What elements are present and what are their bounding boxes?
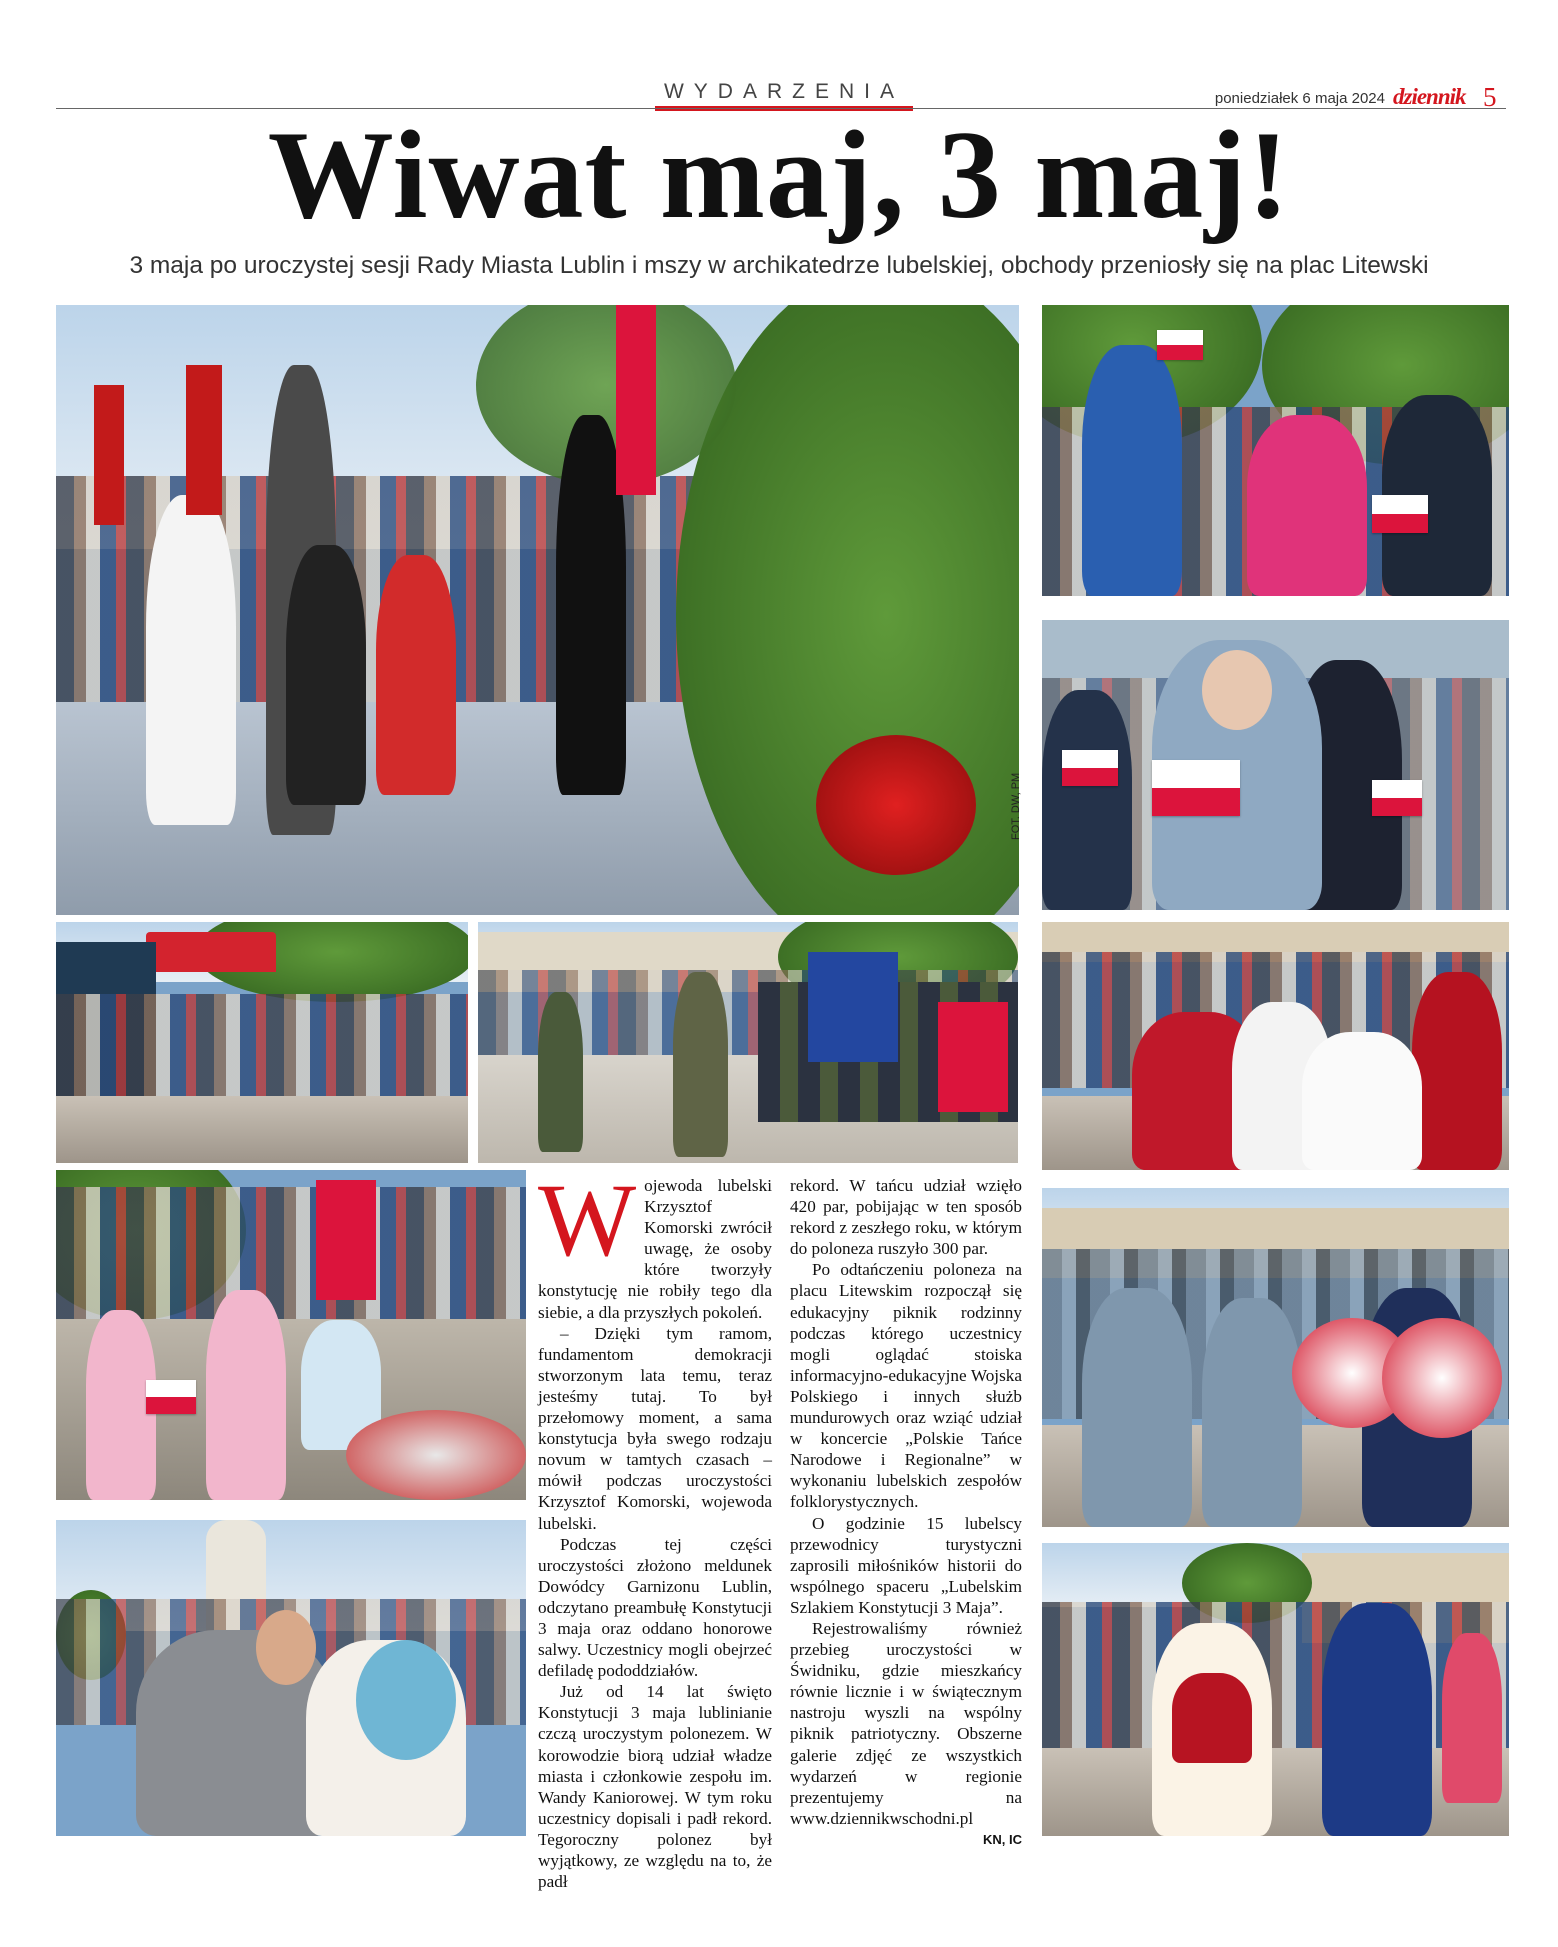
paragraph: ojewoda lubelski Krzysztof Komorski zwrócił uwagę, że osoby które tworzyły konstytucję nie robiły tego dla siebie, a dla przyszłych pokoleń. (538, 1176, 772, 1322)
paragraph: Rejestrowaliśmy również przebieg uroczystości w Świdniku, gdzie mieszkańcy równie licznie i w świątecznym nastroju wyszli na wspólny piknik patriotyczny. Obszerne galerie zdjęć ze wszystkich wydarzeń w regionie prezentujemy na www.dziennikwschodni.pl (790, 1618, 1022, 1828)
paragraph: Już od 14 lat święto Konstytucji 3 maja lublinianie czczą uroczystym polonezem. W korowodzie biorą udział władze miasta i członkowie zespołu im. Wandy Kaniorowej. W tym roku uczestnicy dopisali i padł rekord. Tegoroczny polonez był wyjątkowy, ze względu na to, że padł (538, 1682, 772, 1892)
photo-polonaise-dance (1042, 1543, 1509, 1836)
photo-main-flower-laying (56, 305, 1019, 915)
article-column-2 (790, 1175, 1022, 1847)
page-number: 5 (1483, 82, 1497, 112)
paragraph: O godzinie 15 lubelscy przewodnicy turystyczni zaprosili miłośników historii do wspólnego spaceru „Lubelskim Szlakiem Konstytucji 3 Maja”. (790, 1513, 1022, 1617)
photo-credit: FOT. DW, PM (1010, 772, 1022, 840)
photo-man-with-family (56, 1520, 526, 1836)
photo-folk-dancers (1042, 922, 1509, 1170)
photo-woman-with-flag (1042, 620, 1509, 910)
photo-veterans-march (1042, 1188, 1509, 1527)
article-column-1 (538, 1163, 772, 1892)
headline: Wiwat maj, 3 maj! (267, 106, 1291, 245)
issue-date: poniedziałek 6 maja 2024 (1214, 90, 1385, 107)
paragraph: – Dzięki tym ramom, fundamentom demokracji stworzonym lata temu, teraz jesteśmy tutaj. To był przełomowy moment, a sama konstytucja była swego rodzaju novum w tamtych czasach – mówił podczas uroczystości Krzysztof Komorski, wojewoda lubelski. (538, 1323, 772, 1533)
photo-picnic-stands (56, 922, 468, 1163)
photo-children-laying-flowers (56, 1170, 526, 1500)
newspaper-logo: dziennik (1393, 84, 1466, 109)
paragraph: Po odtańczeniu poloneza na placu Litewskim rozpoczął się edukacyjny piknik rodzinny podczas którego uczestnicy mogli oglądać stoiska informacyjno-edukacyjne Wojska Polskiego i innych służb mundurowych oraz wziąć udział w koncercie „Polskie Tańce Narodowe i Regionalne” w wykonaniu lubelskich zespołów folklorystycznych. (790, 1260, 1022, 1512)
lede: 3 maja po uroczystej sesji Rady Miasta Lublin i mszy w archikatedrze lubelskiej, obchody przeniosły się na plac Litewski (129, 252, 1429, 279)
section-label: WYDARZENIA (663, 80, 904, 103)
paragraph: Podczas tej części uroczystości złożono meldunek Dowódcy Garnizonu Lublin, odczytano preambułę Konstytucji 3 maja oraz oddano honorowe salwy. Uczestnicy mogli obejrzeć defiladę pododdziałów. (538, 1534, 772, 1681)
photo-military-parade (478, 922, 1018, 1163)
photo-family-with-flags (1042, 305, 1509, 596)
paragraph: rekord. W tańcu udział wzięło 420 par, pobijając w ten sposób rekord z zeszłego roku, w którym do poloneza ruszyło 300 par. (790, 1176, 1022, 1259)
drop-cap: W (538, 1163, 637, 1278)
author-signature: KN, IC (983, 1831, 1022, 1847)
